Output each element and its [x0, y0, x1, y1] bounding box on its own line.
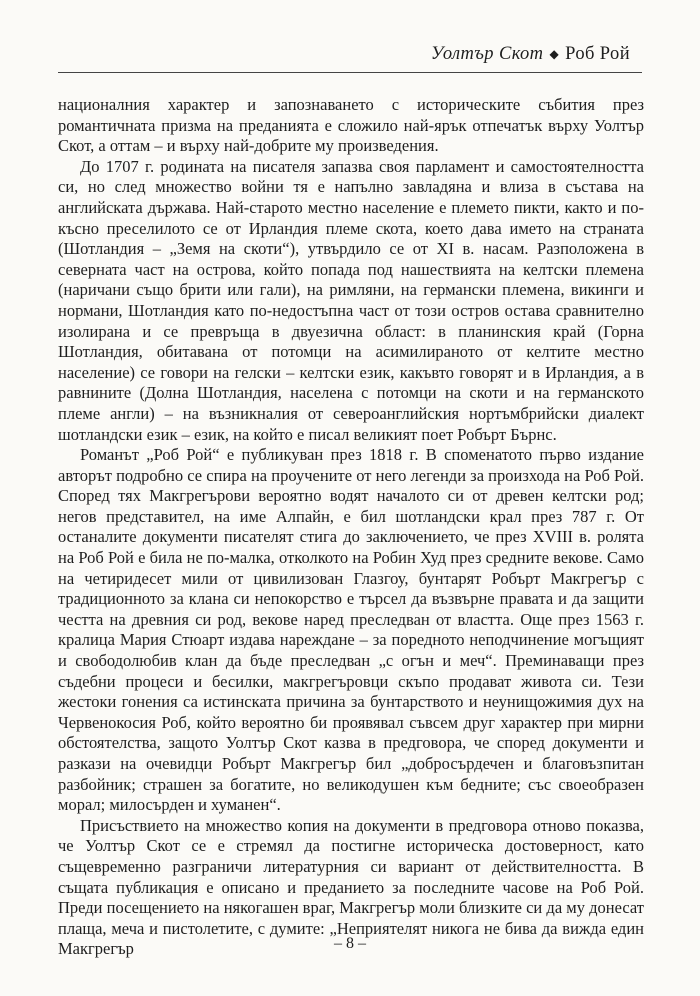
header-author: Уолтър Скот	[430, 44, 544, 64]
body-text	[58, 95, 644, 960]
diamond-separator-icon: ◆	[549, 47, 560, 62]
paragraph: Присъствието на множество копия на документи в предговора отново показва, че Уолтър Скот се е стремял да постигне историческа достоверност, като същевременно разграничи литературния си вариант от действителността. В същата публикация е описано и преданието за последните часове на Роб Рой. Преди посещението на някогашен враг, Макгрегър моли близките си да му донесат плаща, меча и пистолетите, с думите: „Неприятелят никога не бива да вижда един Макгрегър	[58, 815, 644, 959]
running-header	[58, 44, 642, 65]
paragraph-continued: националния характер и запознаването с историческите събития през романтичната призма на преданията е сложило най-ярък отпечатък върху Уолтър Скот, а оттам – и върху най-добрите му произведения.	[58, 95, 644, 156]
paragraph: До 1707 г. родината на писателя запазва своя парламент и самостоятелността си, но след множество войни тя е напълно завладяна и влиза в състава на английската държава. Най-старото местно население е племето пикти, както и по-късно преселилото се от Ирландия племе скота, което дава името на страната (Шотландия – „Земя на скоти“), утвърдило се от XI в. насам. Разположена в северната част на острова, който попада под нашествията на келтски племена (наричани също брити или гали), на римляни, на германски племена, викинги и нормани, Шотландия като по-недостъпна част от този остров остава сравнително изолирана и се превръща в двуезична област: в планинския край (Горна Шотландия, обитавана от потомци на асимилираното от келтите местно население) се говори на гелски – келтски език, какъвто говорят и в Ирландия, а в равнините (Долна Шотландия, населена с потомци на скоти и на германското племе англи) – на възникналия от североанглийския нортъмбрийски диалект шотландски език – език, на който е писал великият поет Робърт Бърнс.	[58, 156, 644, 444]
header-title: Роб Рой	[565, 44, 630, 64]
page-number: – 8 –	[334, 935, 366, 952]
header-rule	[58, 72, 642, 73]
paragraph: Романът „Роб Рой“ е публикуван през 1818 г. В споменатото първо издание авторът подробно се спира на проучените от него легенди за произхода на Роб Рой. Според тях Макгрегърови вероятно водят началото си от древен келтски род; негов представител, на име Алпайн, е бил шотландски крал през 787 г. От останалите документи писателят стига до заключението, че през XVIII в. ролята на Роб Рой е била не по-малка, отколкото на Робин Худ през средните векове. Само на четиридесет мили от цивилизован Глазгоу, бунтарят Робърт Макгрегър с традиционното за клана си непокорство е търсел да възвърне правата и да защити честта на древния си род, векове наред преследван от властта. Още през 1563 г. кралица Мария Стюарт издава нареждане – за поредното неподчинение могъщият и свободолюбив клан да бъде преследван „с огън и меч“. Преминаващи през съдебни процеси и бесилки, макгрегъровци скъпо продават живота си. Тези жестоки гонения са истинската причина за бунтарството и неунищожимия дух на Червенокосия Роб, който вероятно би проявявал съвсем друг характер при мирни обстоятелства, защото Уолтър Скот казва в предговора, че според документи и разкази на очевидци Робърт Макгрегър бил „добросърдечен и благовъзпитан разбойник; страшен за богатите, но великодушен към бедните; със своеобразен морал; милосърден и хуманен“.	[58, 445, 644, 815]
